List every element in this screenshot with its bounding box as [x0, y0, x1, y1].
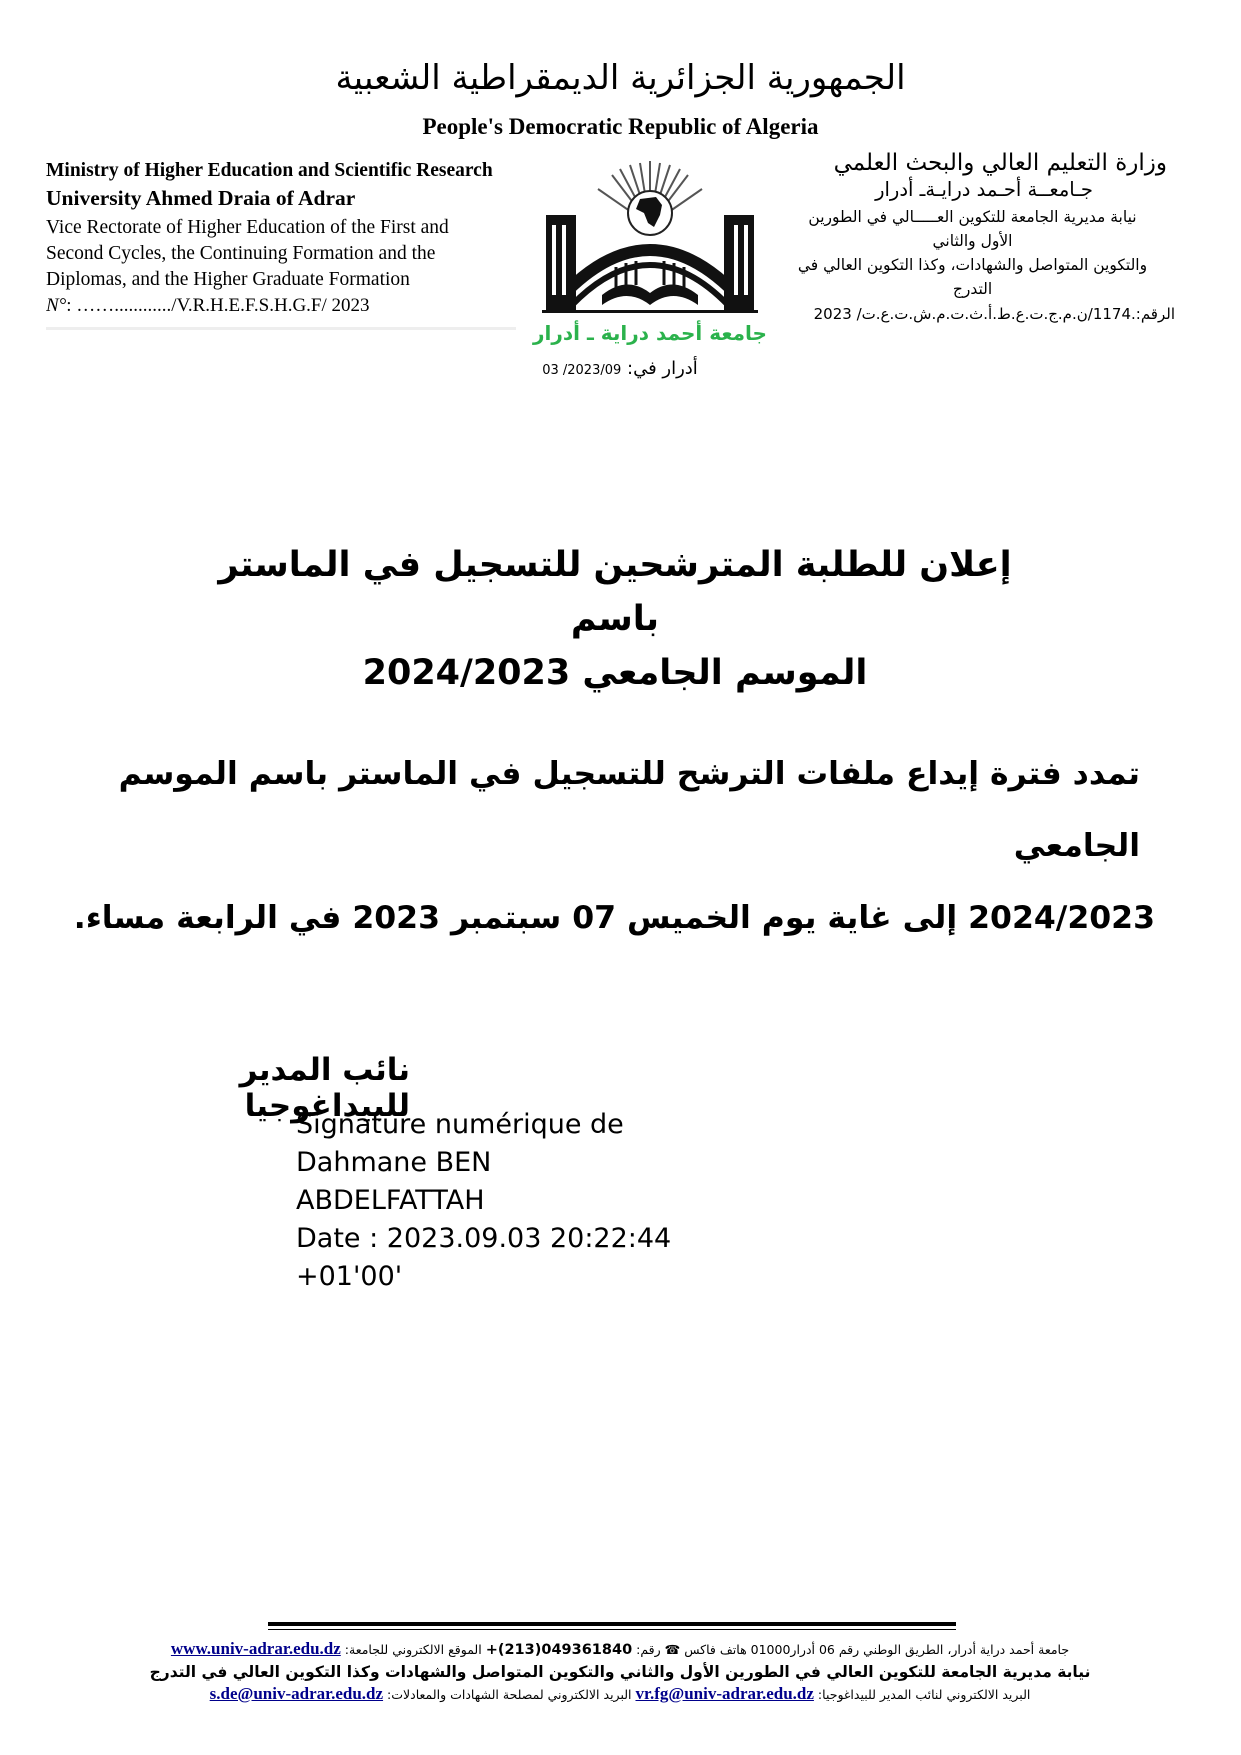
footer-email1-link[interactable]: vr.fg@univ-adrar.edu.dz — [635, 1684, 814, 1703]
document-date: 2023/09/ 03 — [542, 363, 622, 378]
university-logo-icon — [532, 155, 768, 345]
footer — [120, 1638, 1120, 1706]
footer-address: جامعة أحمد دراية أدرار، الطريق الوطني رقم 06 أدرار01000 هاتف فاكس ☎ رقم: — [636, 1642, 1070, 1657]
footer-site-label: الموقع الالكتروني للجامعة: — [344, 1642, 482, 1657]
digital-signature — [296, 1106, 671, 1296]
vice-rectorate-line: نيابة مديرية الجامعة للتكوين العـــــالي في الطورين — [808, 208, 1137, 226]
signatory-title: نائب المدير للبيداغوجيا — [239, 1052, 410, 1124]
body-line1: تمدد فترة إيداع ملفات الترشح للتسجيل في الماستر باسم الموسم الجامعي — [118, 756, 1140, 864]
left-divider — [46, 327, 516, 330]
footer-email2-label: البريد الالكتروني لمصلحة الشهادات والمعادلات: — [387, 1687, 632, 1702]
announcement-title — [200, 538, 1030, 700]
vice-rectorate-line: التدرج — [952, 280, 993, 298]
signature-line: Date : 2023.09.03 20:22:44 — [296, 1223, 672, 1254]
vice-rectorate-line: Vice Rectorate of Higher Education of the First and — [46, 217, 449, 238]
university-name-ar: جـامعــة أحـمد درايـةـ أدرار — [875, 178, 1093, 201]
city-label: أدرار في: — [627, 358, 698, 379]
signature-line: ABDELFATTAH — [296, 1185, 485, 1216]
vice-rectorate-line: الأول والثاني — [932, 232, 1013, 250]
footer-phone: +(213)049361840 — [485, 1642, 633, 1658]
number-label: N° — [46, 295, 67, 316]
announcement-title-line1: إعلان للطلبة المترشحين للتسجيل في الماستر باسم — [218, 545, 1012, 639]
footer-contact-line — [120, 1638, 1120, 1661]
footer-divider — [268, 1629, 956, 1630]
footer-website-link[interactable]: www.univ-adrar.edu.dz — [170, 1639, 341, 1658]
city-date — [520, 358, 720, 379]
vice-rectorate-line: والتكوين المتواصل والشهادات، وكذا التكوين العالي في — [797, 256, 1148, 274]
announcement-title-line2: الموسم الجامعي 2024/2023 — [362, 653, 868, 693]
number-value: : ……............/V.R.H.E.F.S.H.G.F/ 2023 — [66, 295, 370, 316]
logo-text: جامعة أحمد دراية ـ أدرار — [533, 321, 767, 345]
announcement-body — [70, 738, 1160, 954]
vice-rectorate-line: Second Cycles, the Continuing Formation and the — [46, 243, 436, 264]
left-header-block — [46, 160, 524, 317]
vice-rectorate-line: Diplomas, and the Higher Graduate Formation — [46, 269, 410, 290]
footer-divider — [268, 1622, 956, 1626]
footer-office-name: نيابة مديرية الجامعة للتكوين العالي في الطورين الأول والثاني والتكوين المتواصل والشهادات وكذا التكوين العالي في التدرج — [149, 1663, 1091, 1681]
signature-line: +01'00' — [296, 1261, 403, 1292]
document-number — [46, 295, 524, 317]
vice-rectorate-ar — [770, 205, 1175, 301]
footer-email2-link[interactable]: s.de@univ-adrar.edu.dz — [209, 1684, 384, 1703]
body-line2: 2024/2023 إلى غاية يوم الخميس 07 سبتمبر 2023 في الرابعة مساء. — [73, 900, 1155, 936]
country-title-arabic: الجمهورية الجزائرية الديمقراطية الشعبية — [335, 58, 906, 98]
university-name-en: University Ahmed Draia of Adrar — [46, 186, 356, 210]
right-header-block — [770, 150, 1175, 323]
footer-email1-label: البريد الالكتروني لنائب المدير للبيداغوجيا: — [817, 1687, 1031, 1702]
ministry-name-en: Ministry of Higher Education and Scientific Research — [46, 160, 493, 181]
vice-rectorate-en — [46, 215, 524, 293]
footer-email-line — [120, 1683, 1120, 1706]
ministry-name-ar: وزارة التعليم العالي والبحث العلمي — [833, 150, 1167, 176]
country-title-english: People's Democratic Republic of Algeria — [422, 114, 819, 139]
university-logo — [532, 155, 768, 345]
signature-line: Signature numérique de — [296, 1109, 624, 1140]
reference-number-ar: الرقم:.1174/ن.م.ج.ت.ع.ط.أ.ث.ت.م.ش.ت.ع.ت/ 2023 — [813, 305, 1175, 323]
signature-line: Dahmane BEN — [296, 1147, 492, 1178]
